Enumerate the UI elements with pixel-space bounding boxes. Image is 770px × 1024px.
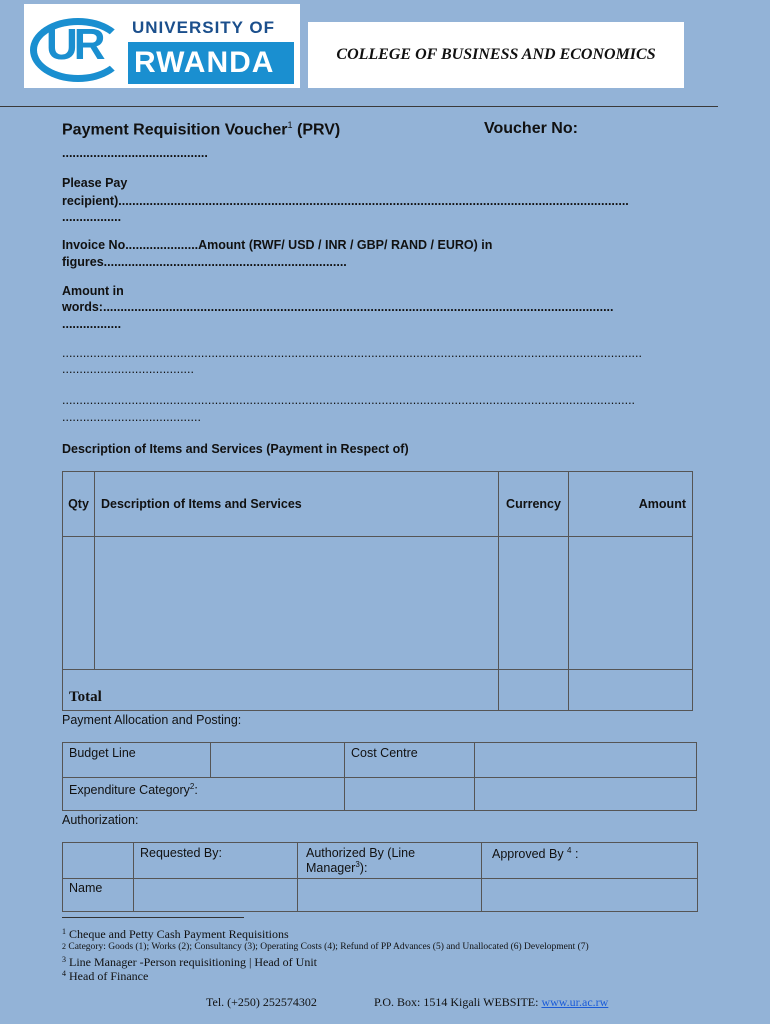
allocation-row-2: [63, 778, 697, 811]
requested-by-name[interactable]: [134, 879, 298, 912]
name-label: Name: [63, 879, 134, 912]
blank-line-2-cont[interactable]: ........................................: [62, 410, 201, 424]
total-amount-cell[interactable]: [569, 670, 693, 711]
expenditure-extra[interactable]: [475, 778, 697, 811]
amount-header: Amount: [569, 472, 693, 537]
college-banner: [308, 22, 684, 88]
items-header-row: [63, 472, 693, 537]
footnote-4: $^4$ Head of Finance: [62, 969, 149, 983]
authorization-title: Authorization:: [62, 813, 139, 827]
authorized-by-name[interactable]: [298, 879, 482, 912]
footnote-1: $^1$ Cheque and Petty Cash Payment Requisitions: [62, 927, 289, 941]
currency-header: Currency: [499, 472, 569, 537]
figures-field[interactable]: figures......................................................................: [62, 255, 347, 269]
allocation-title: Payment Allocation and Posting:: [62, 713, 242, 727]
amount-words-cont[interactable]: .................: [62, 317, 122, 331]
description-header: Description of Items and Services: [95, 472, 499, 537]
website-link[interactable]: www.ur.ac.rw: [541, 995, 609, 1009]
items-body-row[interactable]: [63, 537, 693, 670]
allocation-row-1: [63, 743, 697, 778]
logo-mark: UR: [46, 20, 102, 69]
header-divider: [0, 106, 718, 107]
expenditure-value[interactable]: [345, 778, 475, 811]
budget-line-value[interactable]: [211, 743, 345, 778]
qty-cell[interactable]: [63, 537, 95, 670]
allocation-table: [62, 742, 697, 811]
footnote-divider: [62, 917, 244, 918]
auth-corner-cell: [63, 843, 134, 879]
budget-line-label: Budget Line: [63, 743, 211, 778]
authorization-header-row: [63, 843, 698, 879]
amount-cell[interactable]: [569, 537, 693, 670]
voucher-no-label: Voucher No:: [484, 120, 578, 137]
authorization-table: [62, 842, 698, 912]
cost-centre-label: Cost Centre: [345, 743, 475, 778]
blank-line-1[interactable]: .......................................................................................................................................................................: [62, 346, 642, 360]
items-table: [62, 471, 693, 711]
page-title: Payment Requisition Voucher$^1$ (PRV): [62, 120, 341, 139]
recipient-field[interactable]: recipient)...................................................................................................................................................: [62, 194, 629, 208]
footnote-2: $^2$ Category: Goods (1); Works (2); Consultancy (3); Operating Costs (4); Refund of PP Advances (5) and Unallocated (6) Development (7): [62, 942, 589, 952]
university-logo: [24, 4, 300, 88]
authorization-name-row: [63, 879, 698, 912]
college-name: COLLEGE OF BUSINESS AND ECONOMICS: [336, 46, 656, 63]
recipient-field-cont[interactable]: .................: [62, 210, 122, 224]
footnote-3: $^3$ Line Manager -Person requisitioning | Head of Unit: [62, 955, 318, 969]
total-label: Total: [69, 689, 102, 705]
items-section-title: Description of Items and Services (Payment in Respect of): [62, 442, 409, 456]
description-cell[interactable]: [95, 537, 499, 670]
expenditure-label: Expenditure Category$^2$:: [63, 778, 345, 811]
amount-words-label: Amount in: [62, 284, 124, 298]
requested-by-label: Requested By:: [134, 843, 298, 879]
approved-by-name[interactable]: [482, 879, 698, 912]
blank-line-2[interactable]: .....................................................................................................................................................................: [62, 393, 636, 407]
blank-line-1-cont[interactable]: ......................................: [62, 362, 194, 376]
qty-header: Qty: [63, 472, 95, 537]
footer-address: P.O. Box: 1514 Kigali WEBSITE: www.ur.ac.rw: [374, 995, 609, 1009]
total-cell: [63, 670, 499, 711]
authorized-by-label: Authorized By (Line Manager$^3$):: [298, 843, 482, 879]
logo-main-text: RWANDA: [128, 42, 294, 84]
cost-centre-value[interactable]: [475, 743, 697, 778]
amount-words-field[interactable]: words:...................................................................................................................................................: [62, 300, 614, 314]
footer-tel: Tel. (+250) 252574302: [206, 995, 317, 1009]
title-dots[interactable]: ..........................................: [62, 146, 208, 160]
items-total-row: [63, 670, 693, 711]
total-currency-cell[interactable]: [499, 670, 569, 711]
please-pay-label: Please Pay: [62, 176, 128, 190]
invoice-amount-field[interactable]: Invoice No.....................Amount (RWF/ USD / INR / GBP/ RAND / EURO) in: [62, 238, 493, 252]
approved-by-label: Approved By $^4$ :: [482, 843, 698, 879]
currency-cell[interactable]: [499, 537, 569, 670]
logo-top-text: UNIVERSITY OF: [132, 18, 276, 37]
